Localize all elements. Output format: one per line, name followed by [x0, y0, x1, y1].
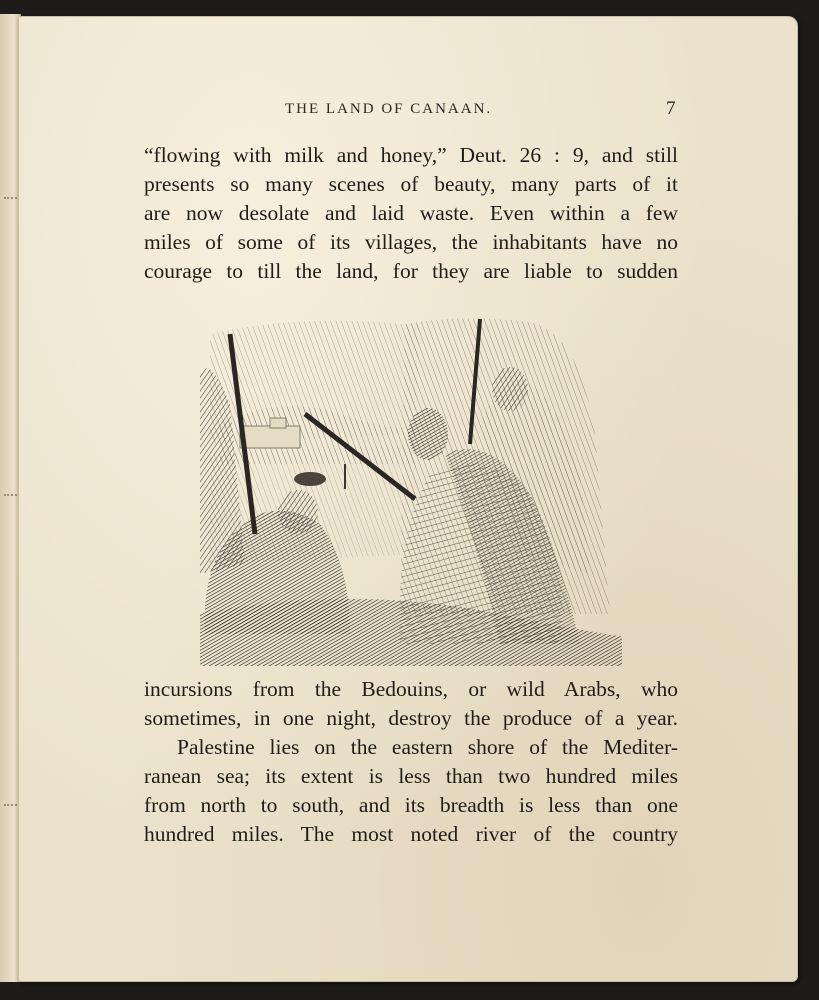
- engraving-illustration: [200, 314, 622, 666]
- text-line: miles of some of its villages, the inhabitants have no: [144, 230, 678, 254]
- text-line: from north to south, and its breadth is less than one: [144, 793, 678, 817]
- page-number: 7: [666, 98, 676, 119]
- text-line: presents so many scenes of beauty, many parts of it: [144, 172, 678, 196]
- text-line: “flowing with milk and honey,” Deut. 26 : 9, and still: [144, 143, 678, 167]
- text-line: Palestine lies on the eastern shore of the Mediter-: [177, 735, 678, 759]
- text-line: hundred miles. The most noted river of the country: [144, 822, 678, 846]
- text-line: incursions from the Bedouins, or wild Arabs, who: [144, 677, 678, 701]
- text-line: sometimes, in one night, destroy the produce of a year.: [144, 706, 678, 730]
- text-line: are now desolate and laid waste. Even within a few: [144, 201, 678, 225]
- running-head: THE LAND OF CANAAN.: [285, 101, 493, 117]
- text-line: courage to till the land, for they are liable to sudden: [144, 259, 678, 283]
- text-line: ranean sea; its extent is less than two hundred miles: [144, 764, 678, 788]
